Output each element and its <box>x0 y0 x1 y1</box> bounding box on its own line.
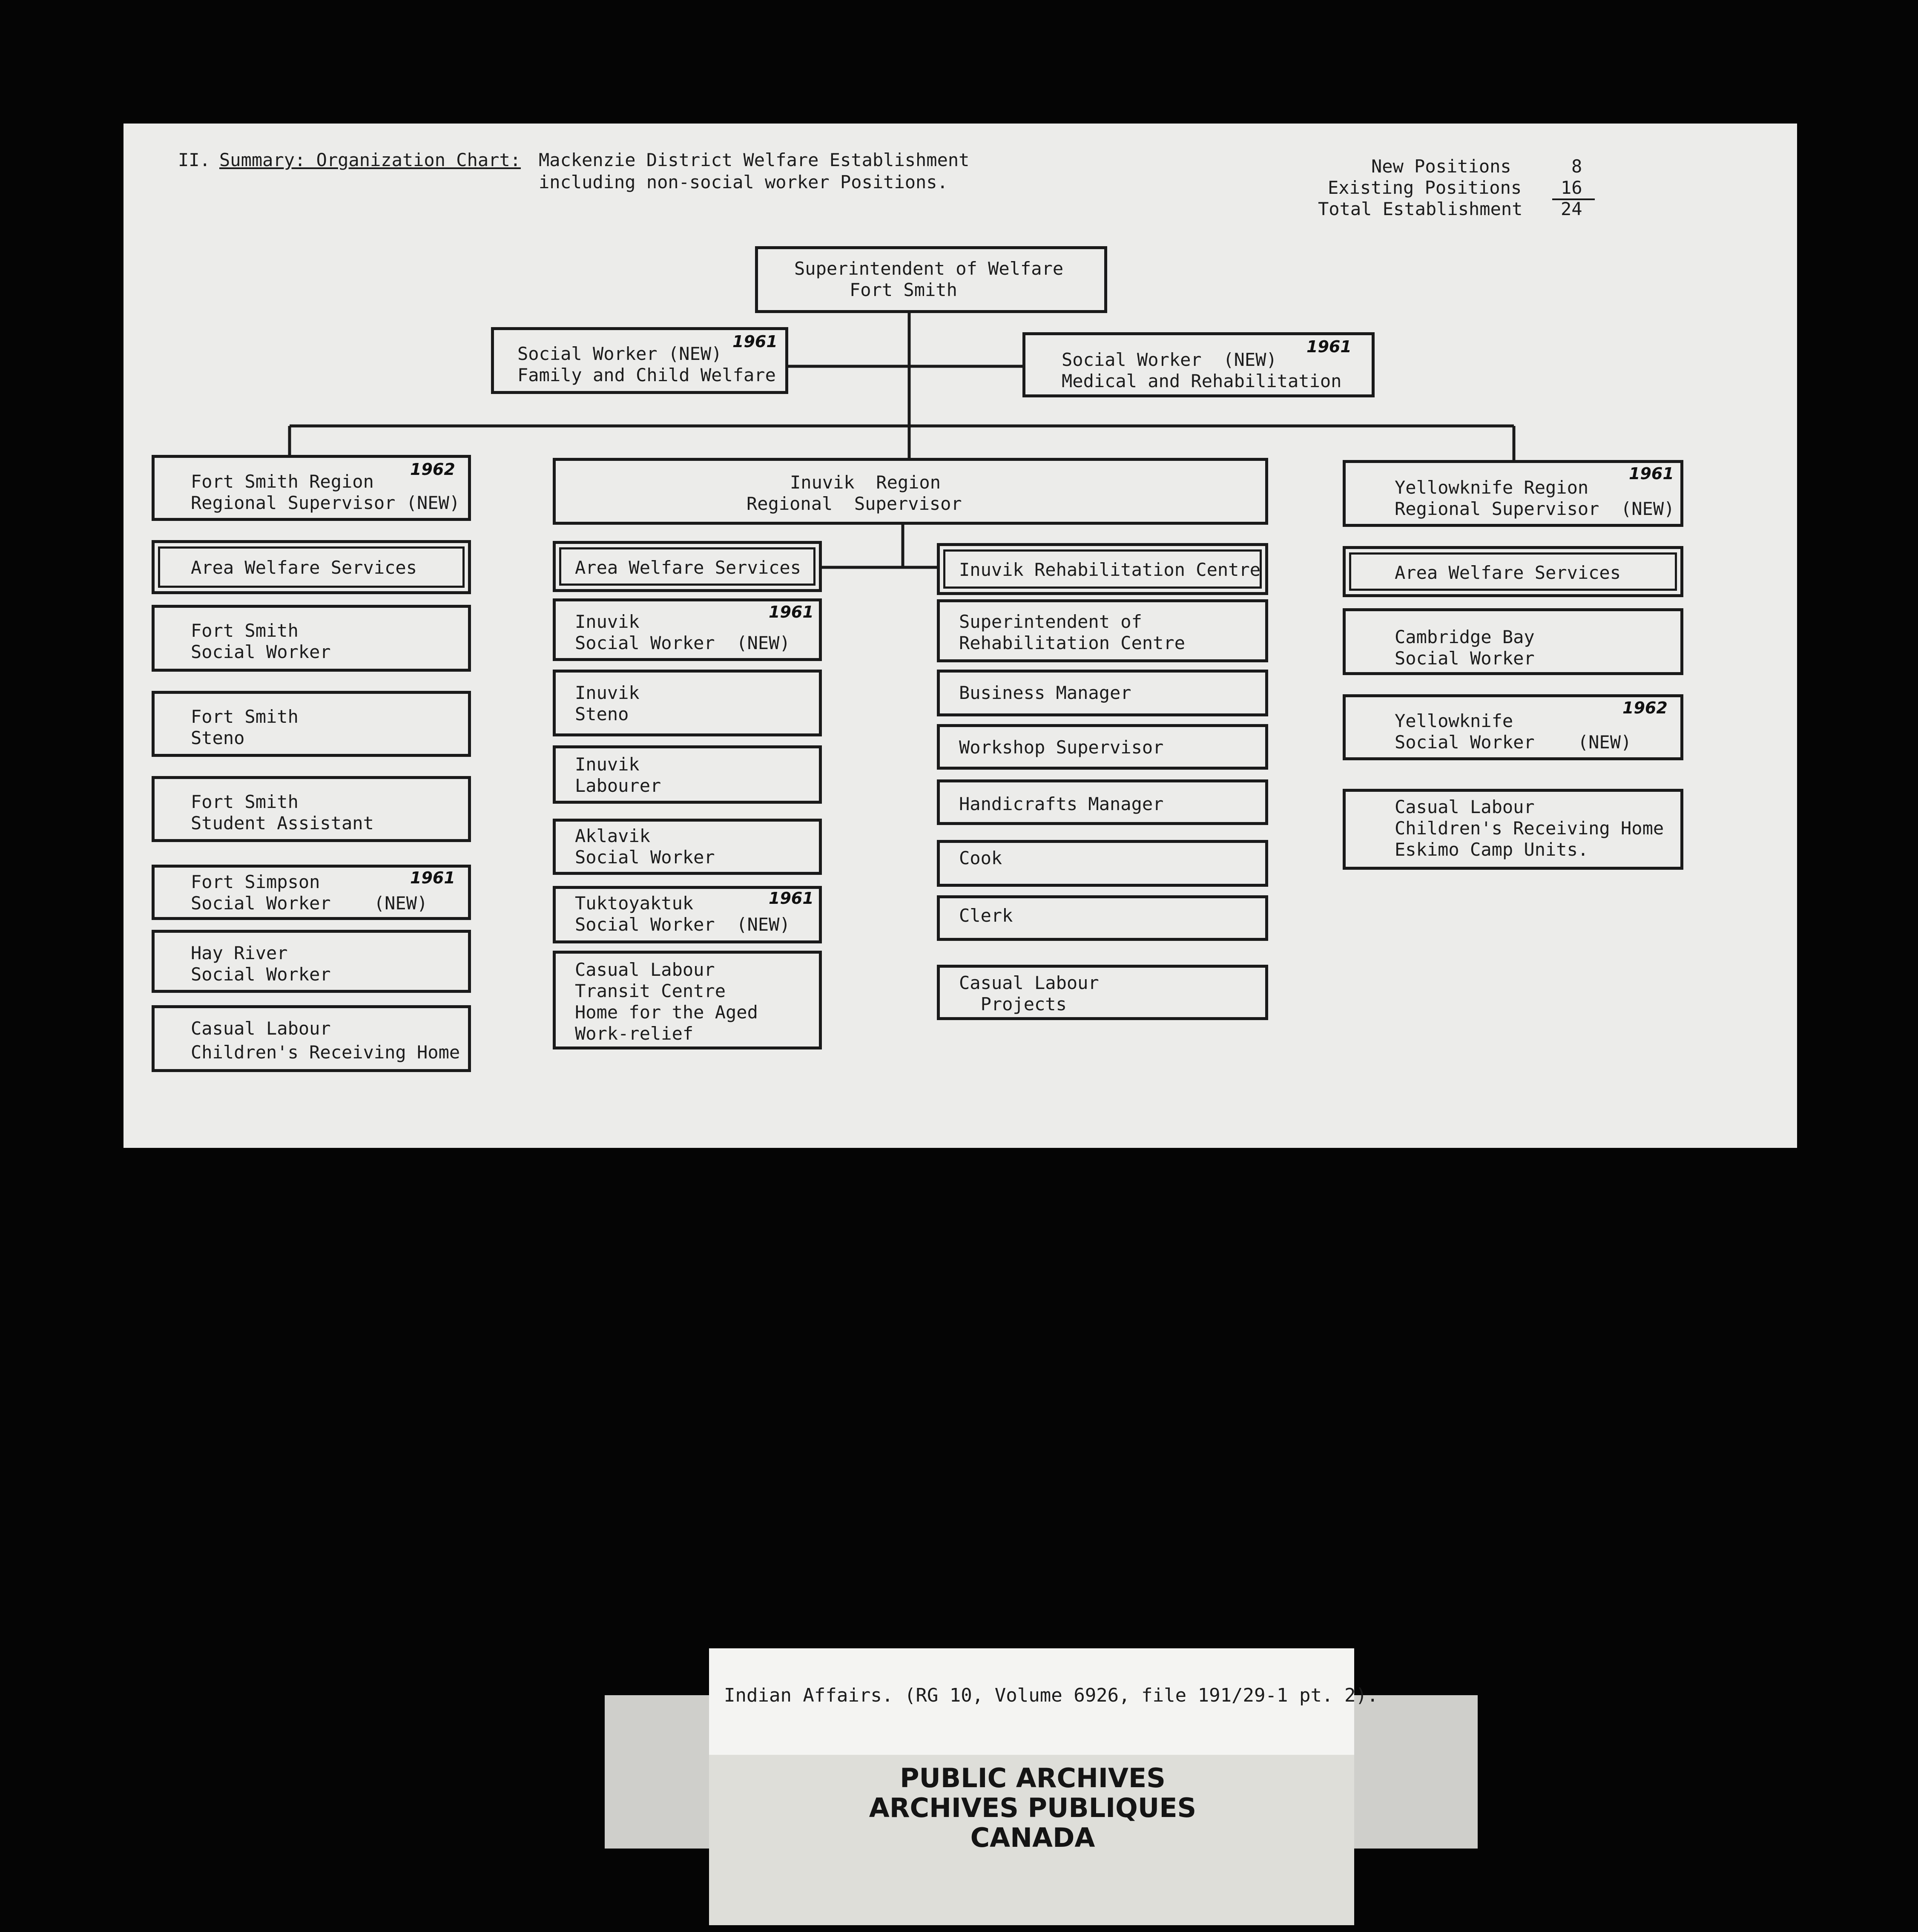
box-line: Fort Smith Region <box>191 471 374 492</box>
inuvik-region-box <box>553 458 1268 525</box>
box-line: Family and Child Welfare <box>517 365 776 385</box>
box-line: Eskimo Camp Units. <box>1395 839 1589 860</box>
summary-label: Summary: Organization Chart: <box>219 150 521 170</box>
box-line: Home for the Aged <box>575 1002 758 1023</box>
year-annotation: 1961 <box>410 868 455 887</box>
position-box <box>152 930 471 993</box>
position-box <box>553 886 822 943</box>
box-line: Fort Smith <box>191 791 299 812</box>
year-annotation: 1961 <box>1306 337 1352 356</box>
box-line: Social Worker (NEW) <box>1062 349 1277 370</box>
fort-smith-area-welfare-header <box>152 540 471 594</box>
yellowknife-area-welfare-header <box>1343 546 1683 597</box>
position-box <box>937 779 1268 825</box>
box-line: Transit Centre <box>575 980 726 1001</box>
citation-text: Indian Affairs. (RG 10, Volume 6926, file 191/29-1 pt. 2). <box>724 1685 1378 1706</box>
position-box <box>937 670 1268 716</box>
stat-value: 16 <box>1561 177 1582 198</box>
year-annotation: 1961 <box>769 603 814 621</box>
box-line: Handicrafts Manager <box>959 794 1164 814</box>
box-line: Cook <box>959 848 1002 868</box>
box-line: Aklavik <box>575 825 651 846</box>
box-line: Business Manager <box>959 682 1131 703</box>
chart-title-line1: Mackenzie District Welfare Establishment <box>539 150 970 170</box>
year-annotation: 1961 <box>769 889 814 908</box>
box-line: Fort Smith <box>191 706 299 727</box>
box-line: Fort Simpson <box>191 871 320 892</box>
box-line: Inuvik <box>575 682 640 703</box>
position-box <box>152 776 471 842</box>
box-line: Tuktoyaktuk <box>575 893 694 914</box>
box-line: Social Worker <box>575 847 715 868</box>
stamp-line: CANADA <box>970 1822 1095 1853</box>
box-line: Steno <box>575 704 629 724</box>
position-box <box>937 840 1268 887</box>
box-line: Regional Supervisor <box>747 493 962 514</box>
stat-value: 24 <box>1561 198 1582 219</box>
stamp-line: PUBLIC ARCHIVES <box>900 1762 1166 1794</box>
year-annotation: 1961 <box>1629 464 1674 483</box>
box-line: Casual Labour <box>575 959 715 980</box>
fort-smith-region-box <box>152 455 471 521</box>
box-line: Area Welfare Services <box>1395 562 1621 583</box>
superintendent-title: Superintendent of Welfare <box>794 258 1064 279</box>
stamp-line: ARCHIVES PUBLIQUES <box>869 1792 1197 1823</box>
position-box <box>553 819 822 875</box>
box-line: Area Welfare Services <box>575 557 801 578</box>
position-box <box>1343 694 1683 760</box>
box-line: Medical and Rehabilitation <box>1062 371 1342 391</box>
position-box <box>1343 789 1683 870</box>
box-line: Casual Labour <box>959 972 1099 993</box>
position-box <box>937 965 1268 1020</box>
superintendent-box <box>755 246 1107 313</box>
box-line: Regional Supervisor (NEW) <box>1395 498 1675 519</box>
stat-value: 8 <box>1571 156 1582 177</box>
position-box <box>937 895 1268 941</box>
social-worker-medical-box <box>1022 332 1375 397</box>
box-line: Social Worker (NEW) <box>517 343 722 364</box>
box-line: Social Worker (NEW) <box>191 893 428 914</box>
year-annotation: 1961 <box>732 332 778 351</box>
box-line: Yellowknife Region <box>1395 477 1589 498</box>
box-line: Cambridge Bay <box>1395 627 1535 647</box>
position-box <box>152 605 471 672</box>
box-line: Fort Smith <box>191 620 299 641</box>
position-box <box>553 951 822 1049</box>
box-line: Social Worker (NEW) <box>575 914 790 935</box>
position-box <box>1343 608 1683 675</box>
box-line: Labourer <box>575 775 661 796</box>
yellowknife-region-box <box>1343 460 1683 527</box>
position-box <box>152 865 471 920</box>
box-line: Rehabilitation Centre <box>959 632 1186 653</box>
box-line: Social Worker (NEW) <box>1395 732 1632 753</box>
social-worker-family-box <box>491 327 788 394</box>
box-line: Yellowknife <box>1395 710 1513 731</box>
position-box <box>553 598 822 661</box>
box-line: Hay River <box>191 943 288 963</box>
box-line: Social Worker <box>191 964 331 985</box>
box-line: Projects <box>959 994 1067 1015</box>
box-line: Children's Receiving Home <box>1395 818 1664 839</box>
inuvik-area-welfare-header <box>553 541 822 592</box>
position-box <box>152 691 471 757</box>
stat-label: New Positions <box>1371 156 1511 177</box>
position-box <box>553 670 822 736</box>
rehab-centre-header <box>937 543 1268 595</box>
box-line: Student Assistant <box>191 813 374 834</box>
chart-title-line2: including non-social worker Positions. <box>539 172 948 193</box>
box-line: Social Worker <box>191 641 331 662</box>
archive-stamp <box>809 1763 1256 1853</box>
position-box <box>937 724 1268 770</box>
stat-label: Existing Positions <box>1328 177 1522 198</box>
citation-label <box>709 1648 1378 1757</box>
box-line: Social Worker <box>1395 648 1535 669</box>
box-line: Casual Labour <box>191 1018 331 1039</box>
box-line: Children's Receiving Home <box>191 1042 460 1063</box>
year-annotation: 1962 <box>410 460 455 479</box>
position-box <box>553 745 822 804</box>
superintendent-location: Fort Smith <box>850 279 957 300</box>
section-number: II. <box>178 150 210 170</box>
box-line: Social Worker (NEW) <box>575 632 790 653</box>
box-line: Area Welfare Services <box>191 557 417 578</box>
year-annotation: 1962 <box>1622 699 1668 717</box>
box-line: Workshop Supervisor <box>959 737 1164 758</box>
stat-label: Total Establishment <box>1318 198 1523 219</box>
box-line: Inuvik Region <box>790 472 941 493</box>
box-line: Regional Supervisor (NEW) <box>191 492 460 513</box>
box-line: Inuvik <box>575 754 640 775</box>
box-line: Casual Labour <box>1395 796 1535 817</box>
box-line: Inuvik <box>575 611 640 632</box>
box-line: Inuvik Rehabilitation Centre <box>959 559 1261 580</box>
box-line: Work-relief <box>575 1023 694 1044</box>
position-box <box>937 599 1268 662</box>
box-line: Steno <box>191 727 245 748</box>
box-line: Superintendent of <box>959 611 1142 632</box>
position-box <box>152 1005 471 1072</box>
box-line: Clerk <box>959 905 1013 926</box>
